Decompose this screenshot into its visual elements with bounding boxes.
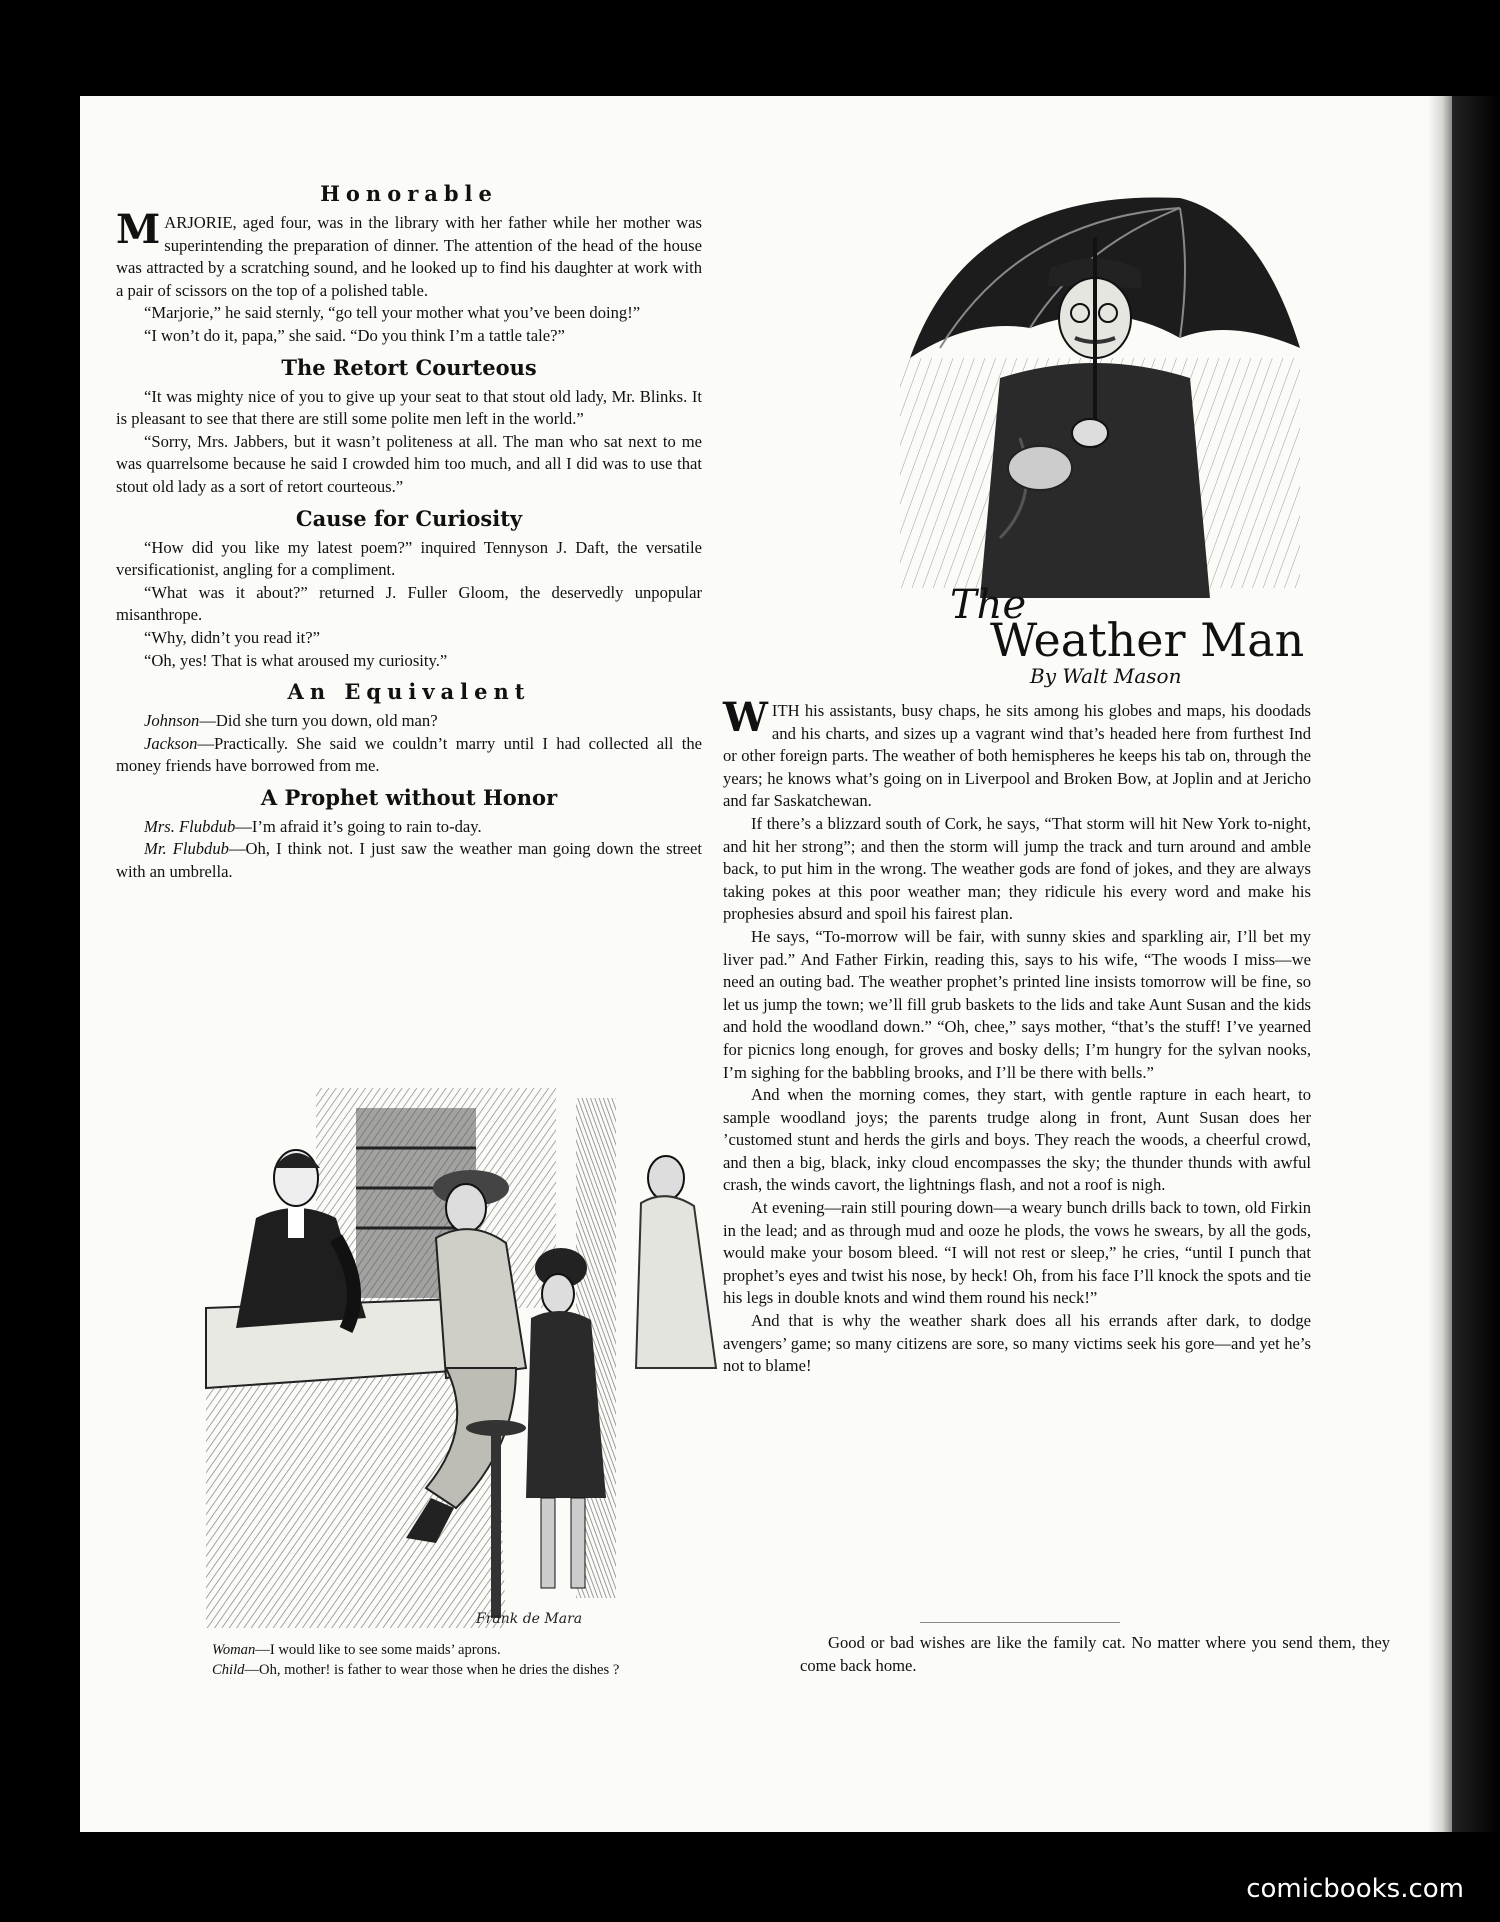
watermark: comicbooks.com [1246, 1874, 1464, 1904]
honorable-paragraph [116, 206, 702, 302]
equivalent-line2 [116, 733, 702, 778]
weather-man-p3: He says, “To-morrow will be fair, with sunny skies and sparkling air, I’ll bet my liver pad.” And Father Firkin, reading this, says to his wife, “The woods I miss—we need an outing bad. The weather prophet’s printed line insists tomorrow will be fine, so let us jump the town; we’ll fill grub baskets to the lids and take Aunt Susan and the kids and hold the woodland down.” “Oh, chee,” says mother, “that’s the stuff! I’ve yearned for picnics long enough, for groves and bosky dells; I’m hungry for the sylvan nooks, I’m sighing for the babbling brooks, and I’ll be there with bells.” [723, 926, 1311, 1082]
shop-counter-illustration [196, 1068, 756, 1638]
mrs-flubdub-text: —I’m afraid it’s going to rain to-day. [235, 816, 482, 836]
dropcap-m: M [116, 206, 161, 253]
equivalent-title: An Equivalent [287, 679, 531, 705]
curiosity-title: Cause for Curiosity [295, 505, 523, 531]
prophet-line2 [116, 838, 702, 883]
retort-title: The Retort Courteous [281, 354, 537, 380]
weather-man-p1-text: ITH his assistants, busy chaps, he sits among his globes and maps, his doodads and his charts, and sizes up a vagrant wind that’s headed here from furthest Ind or other foreign parts. The weather of both hemispheres he keeps his tab on, through the years; he knows what’s going on in Liverpool and Broken Bow, at Joplin and at Jericho and far Saskatchewan. [723, 701, 1311, 811]
curiosity-p2: “What was it about?” returned J. Fuller Gloom, the deservedly unpopular misanthrope. [116, 582, 702, 625]
weather-man-p4: And when the morning comes, they start, with gentle rapture in each heart, to sample woodland joys; the parents trudge along in front, Aunt Susan does her ’customed stunt and herds the girls and boys. They reach the woods, a cheerful crowd, and then a big, black, inky cloud encompasses the sky; the thunder thunds with awful crash, the winds cavort, the lightnings flash, and not a roof is nigh. [723, 1085, 1311, 1195]
cartoon-caption [212, 1640, 772, 1680]
weather-man-p2: If there’s a blizzard south of Cork, he says, “That storm will hit New York to-night, and hit her strong”; and then the storm will jump the track and turn around and amble back, to put him in the wrong. The weather gods are fond of jokes, and they are always taking pokes at this poor weather man; they ridicule his every word and make his prophesies absurd and spoil his fairest plan. [723, 813, 1311, 924]
speaker-jackson: Jackson [144, 733, 198, 753]
weather-man-illustration [880, 178, 1320, 688]
closing-paragraph: Good or bad wishes are like the family cat. No matter where you send them, they come back home. [800, 1633, 1390, 1675]
right-column [723, 694, 1311, 1378]
caption-text-woman: —I would like to see some maids’ aprons. [255, 1642, 501, 1658]
page-fold-shadow [1428, 96, 1452, 1832]
title-weather-man: Weather Man [990, 613, 1305, 667]
prophet-title: A Prophet without Honor [260, 784, 558, 810]
section-divider [920, 1622, 1120, 1623]
speaker-mr-flubdub: Mr. Flubdub [144, 839, 229, 859]
speaker-johnson: Johnson [144, 711, 200, 731]
retort-p1: “It was mighty nice of you to give up your seat to that stout old lady, Mr. Blinks. It is pleasant to see that there are still some polite men left in the world.” [116, 386, 702, 429]
artist-signature: Frank de Mara [476, 1611, 583, 1627]
honorable-p2: “Marjorie,” he said sternly, “go tell your mother what you’ve been doing!” [144, 303, 641, 323]
prophet-line1 [116, 816, 702, 839]
caption-line-2 [212, 1660, 772, 1680]
retort-p2: “Sorry, Mrs. Jabbers, but it wasn’t politeness at all. The man who sat next to me was quarrelsome because he said I crowded him too much, and all I did was to use that stout old lady as a sort of retort courteous.” [116, 431, 702, 496]
jackson-text: —Practically. She said we couldn’t marry until I had collected all the money friends have borrowed from me. [116, 733, 702, 776]
dropcap-w: W [723, 694, 768, 741]
mr-flubdub-text: —Oh, I think not. I just saw the weather man going down the street with an umbrella. [116, 839, 702, 882]
curiosity-p4: “Oh, yes! That is what aroused my curiosity.” [144, 650, 448, 670]
caption-speaker-child: Child [212, 1662, 245, 1678]
weather-man-p6: And that is why the weather shark does all his errands after dark, to dodge avengers’ game; so many citizens are sore, so many victims seek his gore—and yet he’s not to blame! [723, 1311, 1311, 1376]
caption-line-1 [212, 1640, 772, 1660]
left-column [116, 178, 702, 884]
caption-text-child: —Oh, mother! is father to wear those when he dries the dishes ? [244, 1662, 620, 1678]
byline: By Walt Mason [1030, 664, 1182, 688]
curiosity-p1: “How did you like my latest poem?” inquired Tennyson J. Daft, the versatile versificationist, angling for a compliment. [116, 537, 702, 580]
title-the: The [950, 582, 1027, 628]
equivalent-line1 [116, 710, 702, 733]
weather-man-p5: At evening—rain still pouring down—a weary bunch drills back to town, old Firkin in the lead; and as through mud and ooze he plods, the vows he swears, by all the gods, would make your bosom bleed. “I will not rest or sleep,” he cries, “until I punch that prophet’s eyes and twist his nose, by heck! Oh, from his face I’ll knock the spots and tie his legs in double knots and wind them round his neck!” [723, 1198, 1311, 1308]
honorable-p1: ARJORIE, aged four, was in the library with her father while her mother was superintending the preparation of dinner. The attention of the head of the house was attracted by a scratching sound, and he looked up to find his daughter at work with a pair of scissors on the top of a polished table. [116, 213, 702, 300]
book-spine-edge [1452, 96, 1500, 1832]
johnson-text: —Did she turn you down, old man? [199, 711, 438, 731]
caption-speaker-woman: Woman [212, 1642, 256, 1658]
curiosity-p3: “Why, didn’t you read it?” [144, 627, 321, 647]
honorable-title: Honorable [320, 181, 498, 206]
weather-man-p1 [723, 694, 1311, 813]
honorable-p3: “I won’t do it, papa,” she said. “Do you think I’m a tattle tale?” [144, 325, 565, 345]
speaker-mrs-flubdub: Mrs. Flubdub [144, 816, 236, 836]
